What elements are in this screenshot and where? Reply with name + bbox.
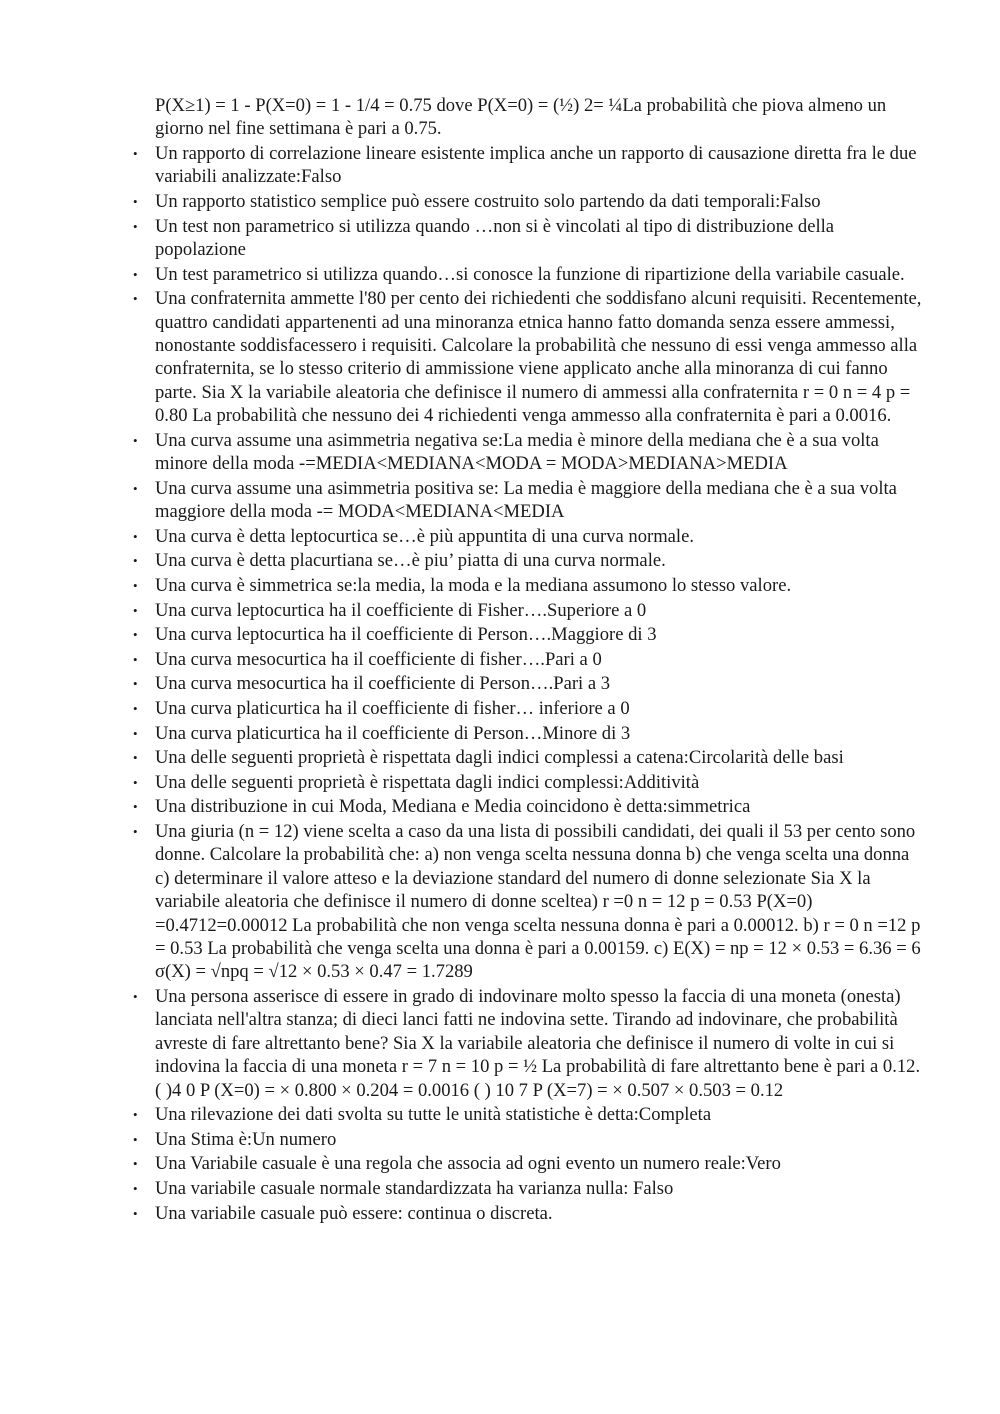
list-item-text: Un rapporto di correlazione lineare esistente implica anche un rapporto di causazione diretta fra le due variabili analizzate:Falso — [155, 143, 917, 188]
list-item — [133, 771, 925, 794]
bullet-icon: • — [133, 553, 138, 569]
bullet-icon: • — [133, 823, 138, 839]
list-item — [133, 623, 925, 646]
list-item-text: Una distribuzione in cui Moda, Mediana e Media coincidono è detta:simmetrica — [155, 796, 751, 818]
list-item — [133, 1128, 925, 1151]
list-item-text: Una curva leptocurtica ha il coefficiente di Fisher….Superiore a 0 — [155, 599, 647, 621]
bullet-icon: • — [133, 291, 138, 307]
list-item-text: Una curva leptocurtica ha il coefficiente di Person….Maggiore di 3 — [155, 624, 657, 646]
list-item — [133, 985, 925, 1102]
list-item-text: Una delle seguenti proprietà è rispettata dagli indici complessi:Additività — [155, 771, 700, 793]
bullet-list — [133, 142, 925, 1226]
bullet-icon: • — [133, 651, 138, 667]
bullet-icon: • — [133, 774, 138, 790]
bullet-icon: • — [133, 725, 138, 741]
bullet-icon: • — [133, 627, 138, 643]
bullet-icon: • — [133, 1131, 138, 1147]
bullet-icon: • — [133, 1107, 138, 1123]
bullet-icon: • — [133, 266, 138, 282]
list-item-text: Una variabile casuale può essere: continua o discreta. — [155, 1202, 553, 1224]
list-item — [133, 215, 925, 262]
list-item-text: Una Stima è:Un numero — [155, 1128, 337, 1150]
bullet-icon: • — [133, 480, 138, 496]
list-item — [133, 574, 925, 597]
list-item-text: Una variabile casuale normale standardizzata ha varianza nulla: Falso — [155, 1177, 674, 1199]
list-item-text: Una rilevazione dei dati svolta su tutte le unità statistiche è detta:Completa — [155, 1104, 712, 1126]
list-item-text: Un test parametrico si utilizza quando…si conosce la funzione di ripartizione della variabile casuale. — [155, 263, 905, 285]
list-item — [133, 648, 925, 671]
list-item-text: Una curva è detta placurtiana se…è piu’ piatta di una curva normale. — [155, 550, 666, 572]
list-item-text: Una Variabile casuale è una regola che associa ad ogni evento un numero reale:Vero — [155, 1153, 781, 1175]
bullet-icon: • — [133, 676, 138, 692]
bullet-icon: • — [133, 1205, 138, 1221]
bullet-icon: • — [133, 799, 138, 815]
list-item-text: Una giuria (n = 12) viene scelta a caso da una lista di possibili candidati, dei quali il 53 per cento sono donne. Calcolare la probabilità che: a) non venga scelta nessuna donna b) che venga scelta una donna c) determinare il valore atteso e la deviazione standard del numero di donne selezionate Sia X la variabile aleatoria che definisce il numero di donne sceltea) r =0 n = 12 p = 0.53 P(X=0) =0.4712=0.00012 La probabilità che non venga scelta nessuna donna è pari a 0.00012. b) r = 0 n =12 p = 0.53 La probabilità che venga scelta una donna è pari a 0.00159. c) E(X) = np = 12 × 0.53 = 6.36 = 6 σ(X) = √npq = √12 × 0.53 × 0.47 = 1.7289 — [155, 820, 921, 983]
list-item — [133, 1103, 925, 1126]
list-item-text: Una curva è simmetrica se:la media, la moda e la mediana assumono lo stesso valore. — [155, 575, 792, 596]
bullet-icon: • — [133, 602, 138, 618]
list-item — [133, 722, 925, 745]
intro-paragraph: P(X≥1) = 1 - P(X=0) = 1 - 1/4 = 0.75 dove P(X=0) = (½) 2= ¼La probabilità che piova almeno un giorno nel fine settimana è pari a 0.75. — [155, 95, 887, 140]
bullet-icon: • — [133, 1156, 138, 1172]
bullet-icon: • — [133, 528, 138, 544]
list-item — [133, 477, 925, 524]
list-item — [133, 190, 925, 213]
list-item — [133, 1152, 925, 1175]
bullet-icon: • — [133, 1180, 138, 1196]
list-item — [133, 525, 925, 548]
list-item-text: Una persona asserisce di essere in grado di indovinare molto spesso la faccia di una moneta (onesta) lanciata nell'altra stanza; di dieci lanci fatti ne indovina sette. Tirando ad indovinare, che probabilità avreste di fare altrettanto bene? Sia X la variabile aleatoria che definisce il numero di volte in cui si indovina la faccia di una moneta r = 7 n = 10 p = ½ La probabilità di fare altrettanto bene è pari a 0.12.( )4 0 P (X=0) = × 0.800 × 0.204 = 0.0016 ( ) 10 7 P (X=7) = × 0.507 × 0.503 = 0.12 — [155, 985, 921, 1101]
list-item — [133, 1202, 925, 1225]
bullet-icon: • — [133, 578, 138, 593]
list-item-text: Un test non parametrico si utilizza quando …non si è vincolati al tipo di distribuzione della popolazione — [155, 215, 835, 260]
list-item-text: Una curva mesocurtica ha il coefficiente di fisher….Pari a 0 — [155, 648, 602, 670]
list-item-text: Un rapporto statistico semplice può essere costruito solo partendo da dati temporali:Falso — [155, 191, 821, 212]
list-item-text: Una delle seguenti proprietà è rispettata dagli indici complessi a catena:Circolarità delle basi — [155, 747, 844, 769]
bullet-icon: • — [133, 700, 138, 716]
list-item — [133, 1177, 925, 1200]
bullet-icon: • — [133, 218, 138, 234]
list-item-text: Una curva è detta leptocurtica se…è più appuntita di una curva normale. — [155, 525, 695, 547]
list-item-text: Una curva platicurtica ha il coefficiente di fisher… inferiore a 0 — [155, 697, 630, 719]
list-item-text: Una curva assume una asimmetria positiva se: La media è maggiore della mediana che è a sua volta maggiore della moda -= MODA<MEDIANA<MEDIA — [155, 477, 897, 523]
list-item-text: Una curva platicurtica ha il coefficiente di Person…Minore di 3 — [155, 722, 631, 744]
list-item-text: Una curva assume una asimmetria negativa se:La media è minore della mediana che è a sua volta minore della moda -=MEDIA<MEDIANA<MODA = MODA>MEDIANA>MEDIA — [155, 429, 879, 475]
bullet-icon: • — [133, 750, 138, 766]
bullet-icon: • — [133, 146, 138, 161]
list-item — [133, 599, 925, 622]
bullet-icon: • — [133, 194, 138, 209]
list-item — [133, 672, 925, 695]
bullet-icon: • — [133, 432, 138, 448]
list-item — [133, 429, 925, 476]
list-item — [133, 820, 925, 984]
list-item — [133, 263, 925, 286]
list-item — [133, 697, 925, 720]
list-item-text: Una curva mesocurtica ha il coefficiente di Person….Pari a 3 — [155, 673, 611, 695]
list-item — [133, 549, 925, 572]
bullet-icon: • — [133, 988, 138, 1004]
list-item — [133, 795, 925, 818]
list-item — [133, 746, 925, 769]
list-item — [133, 287, 925, 427]
list-item-text: Una confraternita ammette l'80 per cento dei richiedenti che soddisfano alcuni requisiti. Recentemente, quattro candidati appartenenti ad una minoranza etnica hanno fatto domanda senza essere ammessi, nonostante soddisfacessero i requisiti. Calcolare la probabilità che nessuno di essi venga ammesso alla confraternita, se lo stesso criterio di ammissione viene applicato anche alla minoranza di cui fanno parte. Sia X la variabile aleatoria che definisce il numero di ammessi alla confraternita r = 0 n = 4 p = 0.80 La probabilità che nessuno dei 4 richiedenti venga ammesso alla confraternita è pari a 0.0016. — [155, 288, 922, 427]
list-item — [133, 142, 925, 189]
